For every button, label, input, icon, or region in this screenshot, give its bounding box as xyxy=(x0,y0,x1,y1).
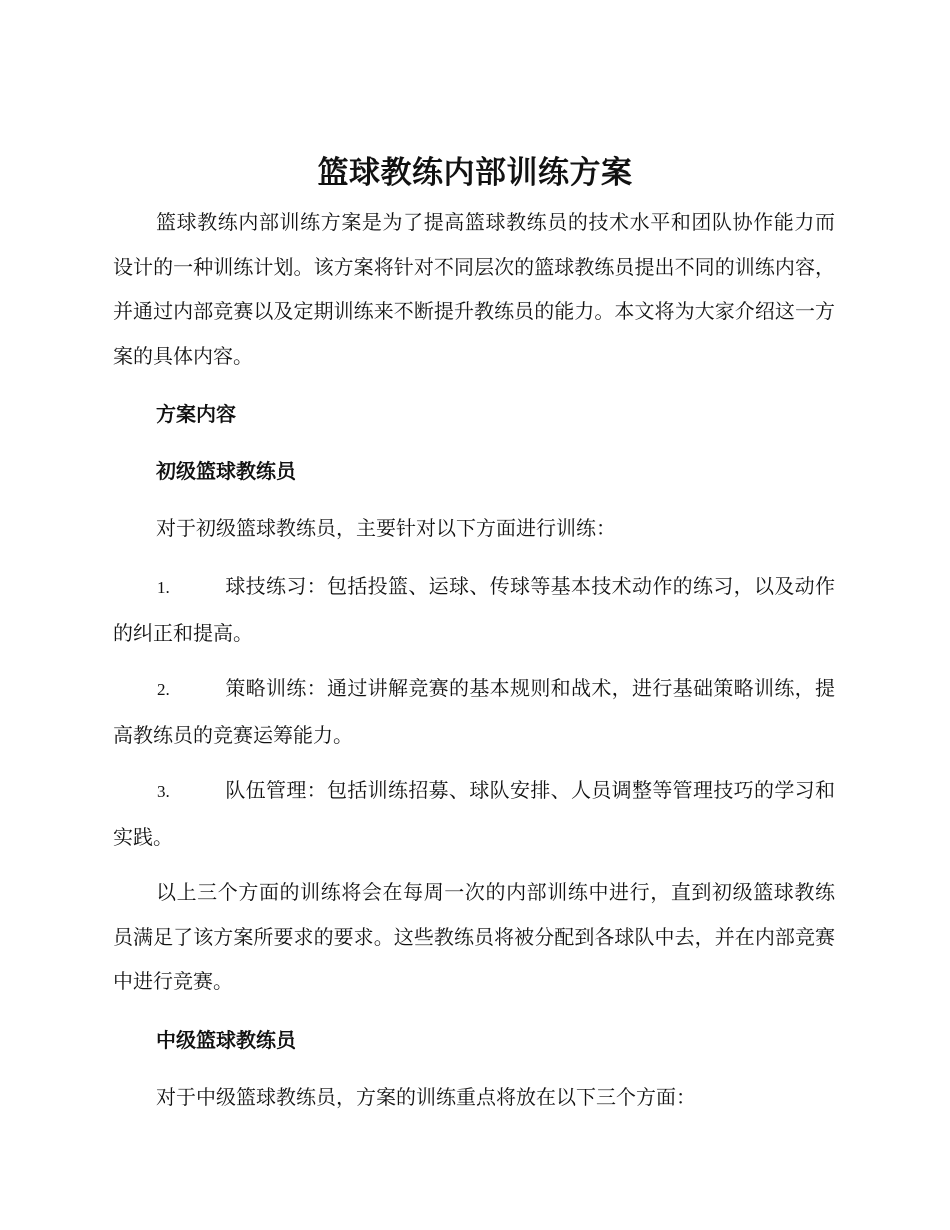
list-text: 球技练习：包括投篮、运球、传球等基本技术动作的练习，以及动作的纠正和提高。 xyxy=(113,574,835,645)
list-number: 1. xyxy=(157,578,170,597)
junior-summary-paragraph: 以上三个方面的训练将会在每周一次的内部训练中进行，直到初级篮球教练员满足了该方案所要求的要求。这些教练员将被分配到各球队中去，并在内部竞赛中进行竞赛。 xyxy=(113,880,835,993)
list-item xyxy=(113,564,835,655)
list-number: 3. xyxy=(157,782,170,801)
list-number: 2. xyxy=(157,680,170,699)
intermediate-lead-paragraph: 对于中级篮球教练员，方案的训练重点将放在以下三个方面： xyxy=(156,1085,696,1109)
junior-lead-paragraph: 对于初级篮球教练员，主要针对以下方面进行训练： xyxy=(156,516,616,540)
intro-paragraph: 篮球教练内部训练方案是为了提高篮球教练员的技术水平和团队协作能力而设计的一种训练计划。该方案将针对不同层次的篮球教练员提出不同的训练内容，并通过内部竞赛以及定期训练来不断提升教练员的能力。本文将为大家介绍这一方案的具体内容。 xyxy=(113,210,835,368)
document-title: 篮球教练内部训练方案 xyxy=(317,155,633,191)
list-text: 策略训练：通过讲解竞赛的基本规则和战术，进行基础策略训练，提高教练员的竞赛运筹能力。 xyxy=(113,676,835,747)
list-item xyxy=(113,768,835,859)
intermediate-heading: 中级篮球教练员 xyxy=(156,1028,296,1052)
section-heading: 方案内容 xyxy=(156,402,236,426)
junior-heading: 初级篮球教练员 xyxy=(156,459,296,483)
list-item xyxy=(113,666,835,757)
list-text: 队伍管理：包括训练招募、球队安排、人员调整等管理技巧的学习和实践。 xyxy=(113,778,835,849)
